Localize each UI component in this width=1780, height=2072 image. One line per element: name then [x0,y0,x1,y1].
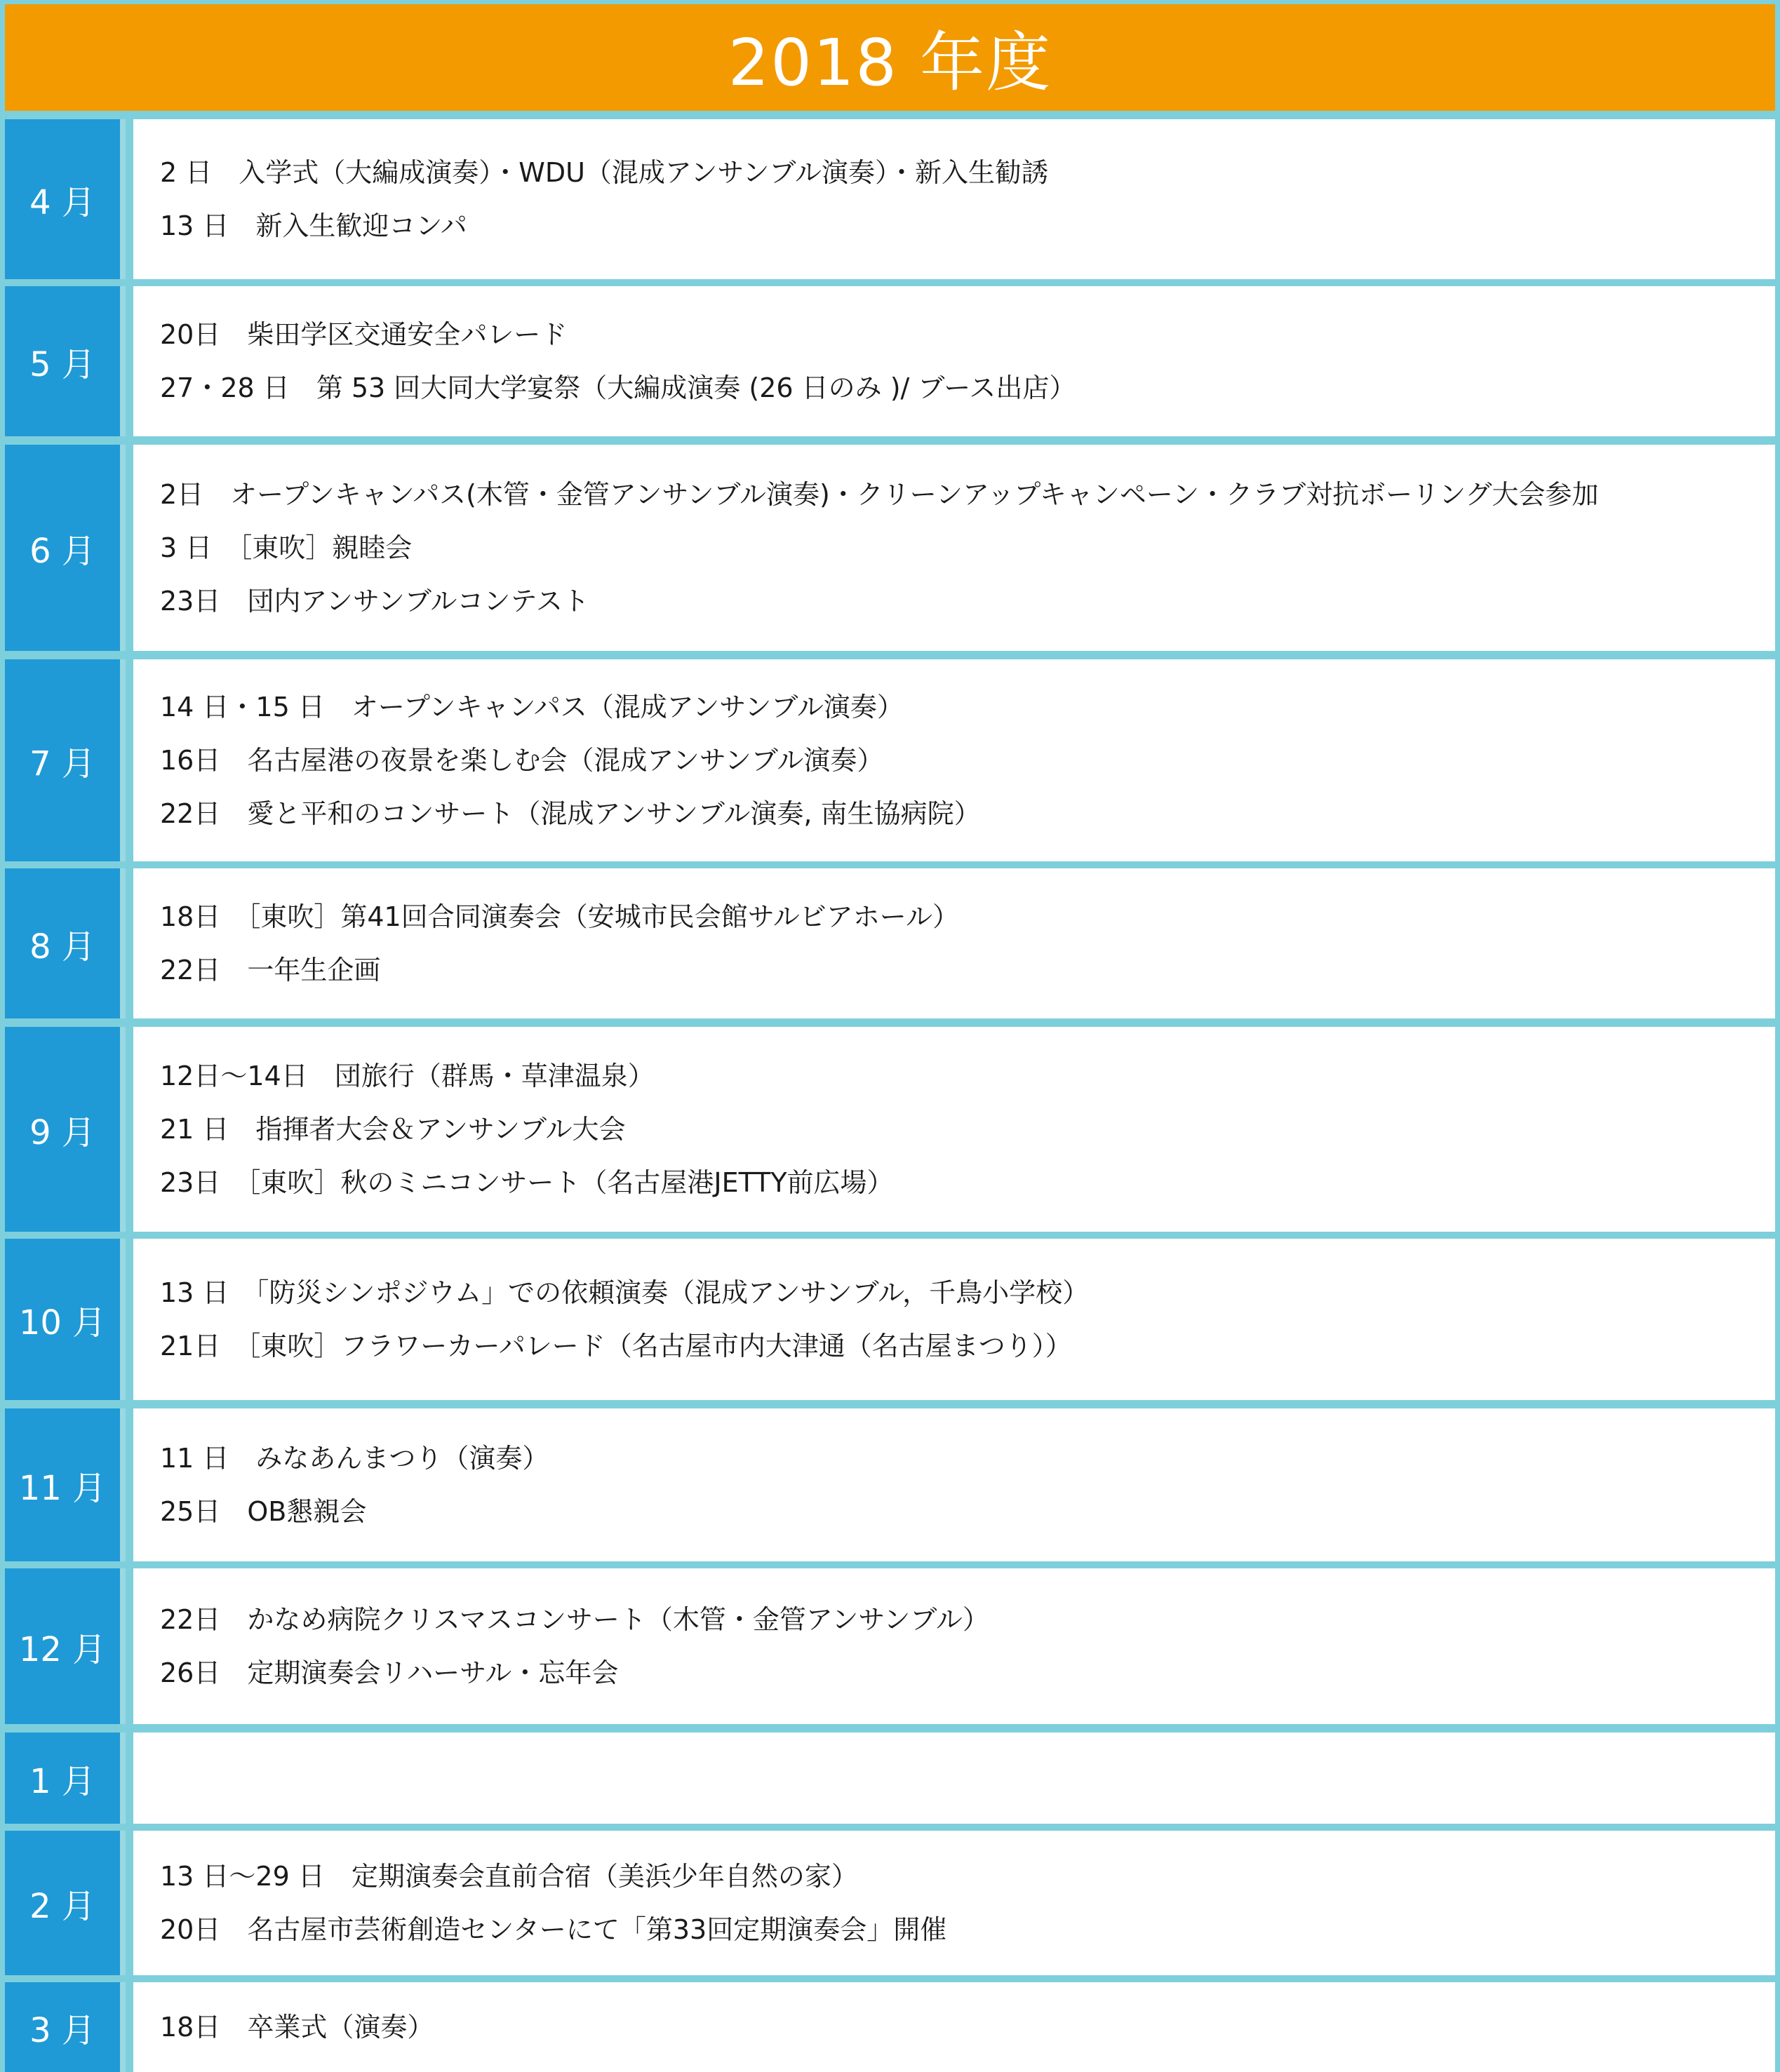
event-item: 23日 ［東吹］秋のミニコンサート（名古屋港JETTY前広場） [160,1167,894,1198]
month-label [5,1568,126,1724]
month-label-text: 7 月 [29,744,95,783]
event-item: 21日 ［東吹］フラワーカーパレード（名古屋市内大津通（名古屋まつり）） [160,1331,1072,1361]
month-label [5,445,126,651]
month-label [5,119,126,279]
month-label-text: 9 月 [29,1112,95,1152]
month-label [5,1831,126,1975]
month-row-june [5,445,1775,651]
month-label-text: 12 月 [18,1629,107,1669]
month-row-october [5,1239,1775,1400]
month-row-september [5,1027,1775,1232]
month-label [5,1027,126,1232]
events-cell [133,868,1775,1018]
month-label [5,1408,126,1561]
event-item: 18日 ［東吹］第41回合同演奏会（安城市民会館サルビアホール） [160,901,960,932]
event-item: 13 日 新入生歓迎コンパ [160,210,467,241]
event-item: 27・28 日 第 53 回大同大学宴祭（大編成演奏 (26 日のみ )/ ブース出店） [160,372,1076,403]
events-cell [133,1733,1775,1824]
month-label [5,868,126,1018]
event-item: 20日 名古屋市芸術創造センターにて「第33回定期演奏会」開催 [160,1914,947,1945]
month-row-january [5,1733,1775,1824]
month-row-april [5,119,1775,279]
events-cell [133,1831,1775,1975]
month-label [5,1239,126,1400]
month-label-text: 10 月 [18,1303,107,1343]
event-item: 22日 愛と平和のコンサート（混成アンサンブル演奏, 南生協病院） [160,798,981,829]
month-label-text: 5 月 [29,344,95,384]
month-label [5,659,126,861]
events-cell [133,119,1775,279]
event-item: 14 日・15 日 オープンキャンパス（混成アンサンブル演奏） [160,692,904,722]
month-label-text: 3 月 [29,2010,95,2050]
month-label-text: 11 月 [18,1468,107,1508]
month-label [5,286,126,436]
event-item: 21 日 指揮者大会＆アンサンブル大会 [160,1114,626,1145]
month-row-march [5,1982,1775,2072]
month-label [5,1982,126,2072]
month-label-text: 6 月 [29,531,95,571]
events-cell [133,659,1775,861]
event-item: 22日 かなめ病院クリスマスコンサート（木管・金管アンサンブル） [160,1604,989,1635]
event-item: 2日 オープンキャンパス(木管・金管アンサンブル演奏)・クリーンアップキャンペーン・クラブ対抗ボーリング大会参加 [160,479,1599,510]
month-row-august [5,868,1775,1018]
events-cell [133,1568,1775,1724]
events-cell [133,445,1775,651]
event-item: 26日 定期演奏会リハーサル・忘年会 [160,1657,619,1688]
events-cell [133,1239,1775,1400]
month-label-text: 8 月 [29,927,95,967]
event-item: 13 日〜29 日 定期演奏会直前合宿（美浜少年自然の家） [160,1861,858,1892]
page-title: 2018 年度 [5,4,1775,111]
month-row-february [5,1831,1775,1975]
month-row-december [5,1568,1775,1724]
event-item: 25日 OB懇親会 [160,1496,367,1527]
event-item: 3 日 ［東吹］親睦会 [160,532,413,563]
event-item: 2 日 入学式（大編成演奏）・WDU（混成アンサンブル演奏）・新入生勧誘 [160,157,1048,188]
event-item: 16日 名古屋港の夜景を楽しむ会（混成アンサンブル演奏） [160,745,884,776]
month-label-text: 1 月 [29,1761,95,1801]
event-item: 20日 柴田学区交通安全パレード [160,319,568,350]
month-row-july [5,659,1775,861]
events-cell [133,1027,1775,1232]
month-label-text: 4 月 [29,182,95,222]
month-label [5,1733,126,1824]
event-item: 13 日 「防災シンポジウム」での依頼演奏（混成アンサンブル，千鳥小学校） [160,1277,1090,1308]
event-item: 22日 一年生企画 [160,955,381,985]
event-item: 23日 団内アンサンブルコンテスト [160,586,589,617]
event-item: 12日〜14日 団旅行（群馬・草津温泉） [160,1061,655,1091]
events-cell [133,1408,1775,1561]
event-item: 18日 卒業式（演奏） [160,2012,434,2043]
events-cell [133,1982,1775,2072]
month-label-text: 2 月 [29,1886,95,1926]
month-row-may [5,286,1775,436]
month-row-november [5,1408,1775,1561]
event-item: 11 日 みなあんまつり（演奏） [160,1443,549,1474]
events-cell [133,286,1775,436]
